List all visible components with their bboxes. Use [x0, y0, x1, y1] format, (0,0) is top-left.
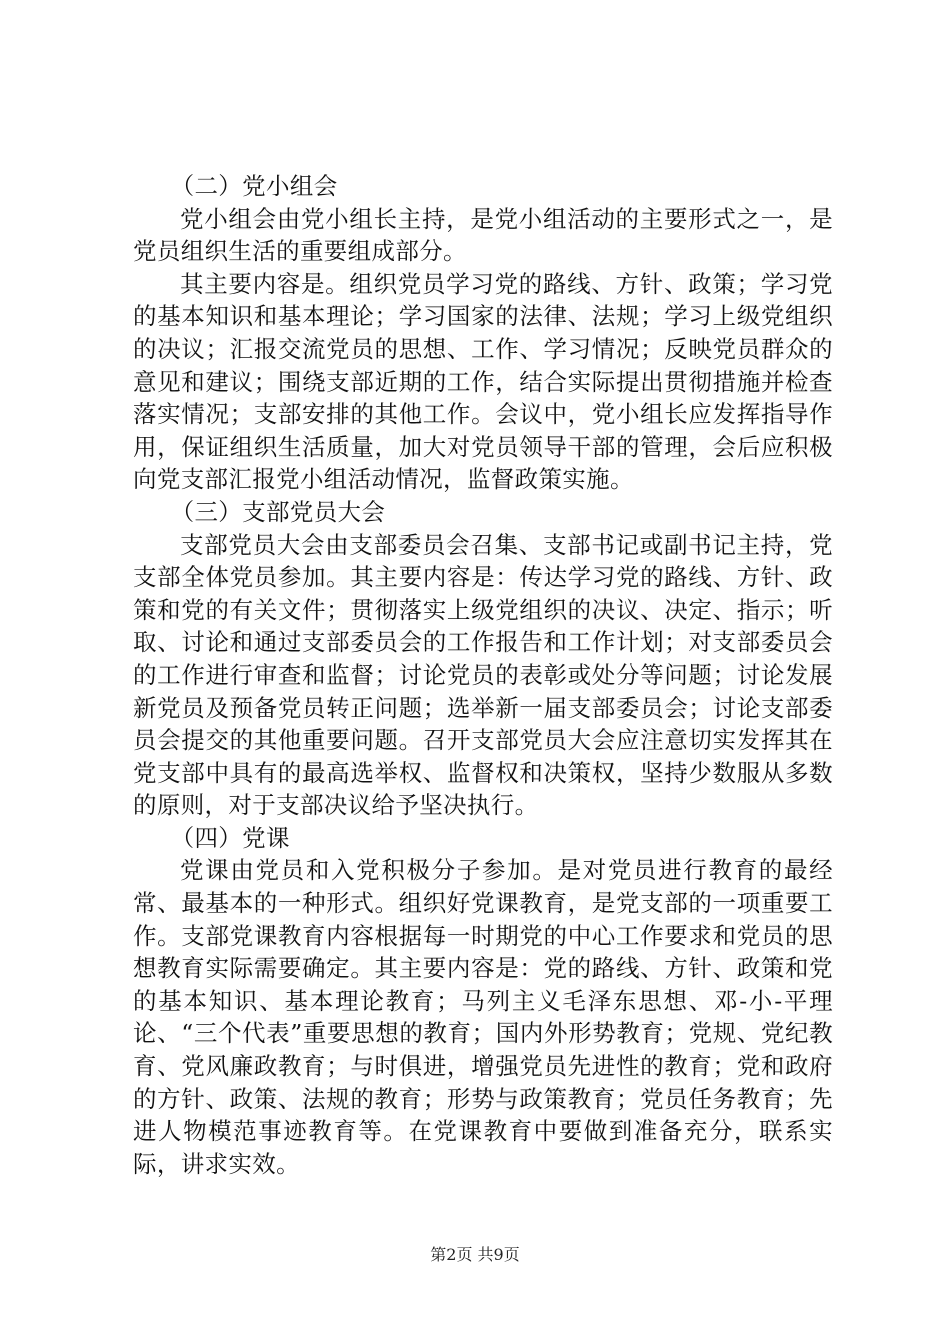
- section-heading-party-lecture: （四）党课: [170, 823, 290, 852]
- section-heading-party-group-meeting: （二）党小组会: [170, 172, 338, 200]
- paragraph-party-group-meeting-content: 其主要内容是。组织党员学习党的路线、方针、政策；学习党的基本知识和基本理论；学习国家的法律、法规；学习上级党组织的决议；汇报交流党员的思想、工作、学习情况；反映党员群众的意见和建议；围绕支部近期的工作，结合实际提出贯彻措施并检查落实情况；支部安排的其他工作。会议中，党小组长应发挥指导作用，保证组织生活质量，加大对党员领导干部的管理，会后应积极向党支部汇报党小组活动情况，监督政策实施。: [133, 269, 833, 494]
- paragraph-party-lecture: 党课由党员和入党积极分子参加。是对党员进行教育的最经常、最基本的一种形式。组织好党课教育，是党支部的一项重要工作。支部党课教育内容根据每一时期党的中心工作要求和党员的思想教育实际需要确定。其主要内容是：党的路线、方针、政策和党的基本知识、基本理论教育；马列主义毛泽东思想、邓-小-平理论、“三个代表”重要思想的教育；国内外形势教育；党规、党纪教育、党风廉政教育；与时俱进，增强党员先进性的教育；党和政府的方针、政策、法规的教育；形势与政策教育；党员任务教育；先进人物模范事迹教育等。在党课教育中要做到准备充分，联系实际，讲求实效。: [133, 856, 833, 1178]
- page-footer: [0, 1245, 950, 1265]
- paragraph-branch-general-meeting: 支部党员大会由支部委员会召集、支部书记或副书记主持，党支部全体党员参加。其主要内容是：传达学习党的路线、方针、政策和党的有关文件；贯彻落实上级党组织的决议、决定、指示；听取、讨论和通过支部委员会的工作报告和工作计划；对支部委员会的工作进行审查和监督；讨论党员的表彰或处分等问题；讨论发展新党员及预备党员转正问题；选举新一届支部委员会；讨论支部委员会提交的其他重要问题。召开支部党员大会应注意切实发挥其在党支部中具有的最高选举权、监督权和决策权，坚持少数服从多数的原则，对于支部决议给予坚决执行。: [133, 530, 833, 820]
- page-number-label: 第2页 共9页: [430, 1245, 520, 1264]
- paragraph-party-group-meeting-intro: 党小组会由党小组长主持，是党小组活动的主要形式之一，是党员组织生活的重要组成部分。: [133, 204, 833, 266]
- document-body: [133, 170, 833, 1180]
- section-heading-branch-general-meeting: （三）支部党员大会: [170, 497, 386, 526]
